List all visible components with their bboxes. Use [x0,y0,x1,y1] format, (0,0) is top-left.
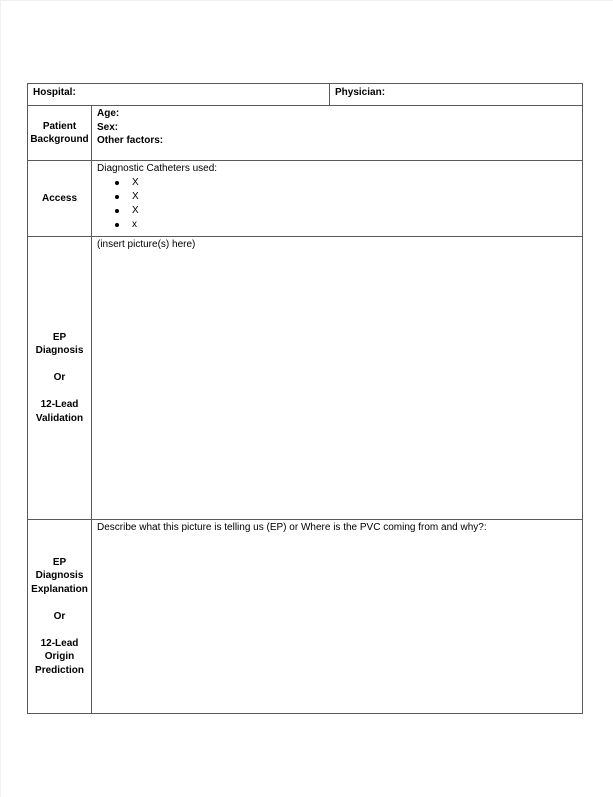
list-item-text: x [132,218,137,230]
label-spacer [28,358,91,372]
bullet-icon [115,181,119,185]
patient-background-content[interactable] [92,106,583,161]
label-line: Diagnosis [35,345,84,357]
explanation-row [28,520,583,714]
ep-diagnosis-label [28,237,92,520]
label-line: Background [30,134,89,145]
label-line: Explanation [31,583,88,595]
label-line: 12-Lead [40,637,79,649]
patient-background-row [28,106,583,161]
access-row [28,161,583,237]
label-spacer [28,596,91,610]
label-spacer [28,623,91,637]
label-line: EP [52,331,67,343]
label-line: Prediction [35,664,84,676]
catheters-intro: Diagnostic Catheters used: [97,163,218,174]
label-line: 12-Lead [40,399,79,411]
list-item [132,176,577,190]
list-item-text: X [132,190,139,202]
patient-background-label [28,106,92,161]
age-label: Age: [97,108,120,119]
header-row [28,84,583,106]
catheter-list [97,176,577,232]
list-item [132,218,577,232]
label-line: EP [52,556,67,568]
bullet-icon [115,195,119,199]
explanation-label [28,520,92,714]
physician-label: Physician: [335,87,386,98]
bullet-icon [115,209,119,213]
insert-picture-placeholder: (insert picture(s) here) [97,239,196,250]
label-line: Or [53,610,66,622]
access-content[interactable] [92,161,583,237]
label-line: Origin [44,651,75,663]
case-report-form [27,83,583,714]
hospital-label: Hospital: [33,87,76,98]
hospital-field[interactable] [28,84,330,106]
list-item [132,190,577,204]
label-line: Validation [35,412,84,424]
list-item-text: X [132,204,139,216]
bullet-icon [115,223,119,227]
explanation-area[interactable] [92,520,583,714]
other-factors-label: Other factors: [97,135,164,146]
label-line: Or [53,372,66,384]
label-line: Patient [42,120,77,132]
physician-field[interactable] [330,84,583,106]
sex-label: Sex: [97,121,119,133]
label-line: Access [41,192,78,204]
label-spacer [28,385,91,399]
picture-area[interactable] [92,237,583,520]
ep-diagnosis-row [28,237,583,520]
label-line: Diagnosis [35,570,84,582]
list-item-text: X [132,176,139,188]
access-label [28,161,92,237]
list-item [132,204,577,218]
explanation-prompt: Describe what this picture is telling us (EP) or Where is the PVC coming from and why?: [97,522,487,533]
